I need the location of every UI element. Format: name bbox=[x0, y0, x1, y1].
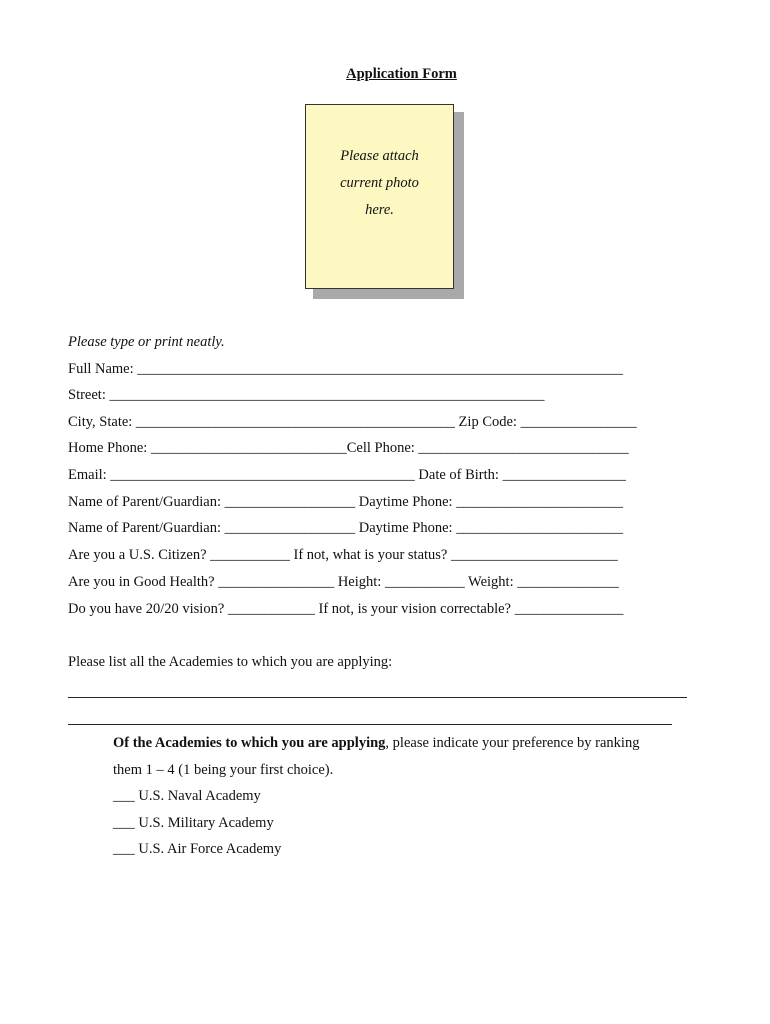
health-height-weight-field[interactable]: Are you in Good Health? ________________ Height: ___________ Weight: ______________ bbox=[68, 574, 619, 590]
street-field[interactable]: Street: ____________________________________________________________ bbox=[68, 387, 545, 403]
photo-line-1: Please attach bbox=[340, 148, 419, 164]
parent-guardian-2-field[interactable]: Name of Parent/Guardian: __________________ Daytime Phone: _______________________ bbox=[68, 520, 623, 536]
city-state-zip-field[interactable]: City, State: ____________________________________________ Zip Code: ________________ bbox=[68, 414, 637, 430]
parent-guardian-1-field[interactable]: Name of Parent/Guardian: __________________ Daytime Phone: _______________________ bbox=[68, 494, 623, 510]
photo-line-3: here. bbox=[365, 202, 394, 218]
instruction-text: Please type or print neatly. bbox=[68, 334, 225, 350]
academies-prompt: Please list all the Academies to which you are applying: bbox=[68, 654, 393, 670]
academies-answer-line-2[interactable] bbox=[68, 724, 672, 725]
vision-field[interactable]: Do you have 20/20 vision? ____________ If not, is your vision correctable? _______________ bbox=[68, 601, 624, 617]
preference-instruction-line-2: them 1 – 4 (1 being your first choice). bbox=[113, 762, 334, 778]
email-dob-fields[interactable]: Email: __________________________________________ Date of Birth: _________________ bbox=[68, 467, 626, 483]
preference-bold-lead: Of the Academies to which you are applying bbox=[113, 735, 386, 751]
rank-naval-academy[interactable]: ___ U.S. Naval Academy bbox=[113, 788, 261, 804]
academies-answer-line-1[interactable] bbox=[68, 697, 687, 698]
preference-instruction bbox=[113, 735, 639, 752]
phone-fields[interactable]: Home Phone: ___________________________Cell Phone: _____________________________ bbox=[68, 440, 629, 456]
page-title: Application Form bbox=[346, 66, 457, 82]
rank-military-academy[interactable]: ___ U.S. Military Academy bbox=[113, 815, 274, 831]
preference-rest: , please indicate your preference by ranking bbox=[385, 735, 640, 751]
full-name-field[interactable]: Full Name: ___________________________________________________________________ bbox=[68, 361, 624, 377]
rank-air-force-academy[interactable]: ___ U.S. Air Force Academy bbox=[113, 841, 282, 857]
citizenship-field[interactable]: Are you a U.S. Citizen? ___________ If not, what is your status? _______________________ bbox=[68, 547, 618, 563]
photo-line-2: current photo bbox=[340, 175, 419, 191]
photo-attach-box bbox=[305, 104, 454, 289]
